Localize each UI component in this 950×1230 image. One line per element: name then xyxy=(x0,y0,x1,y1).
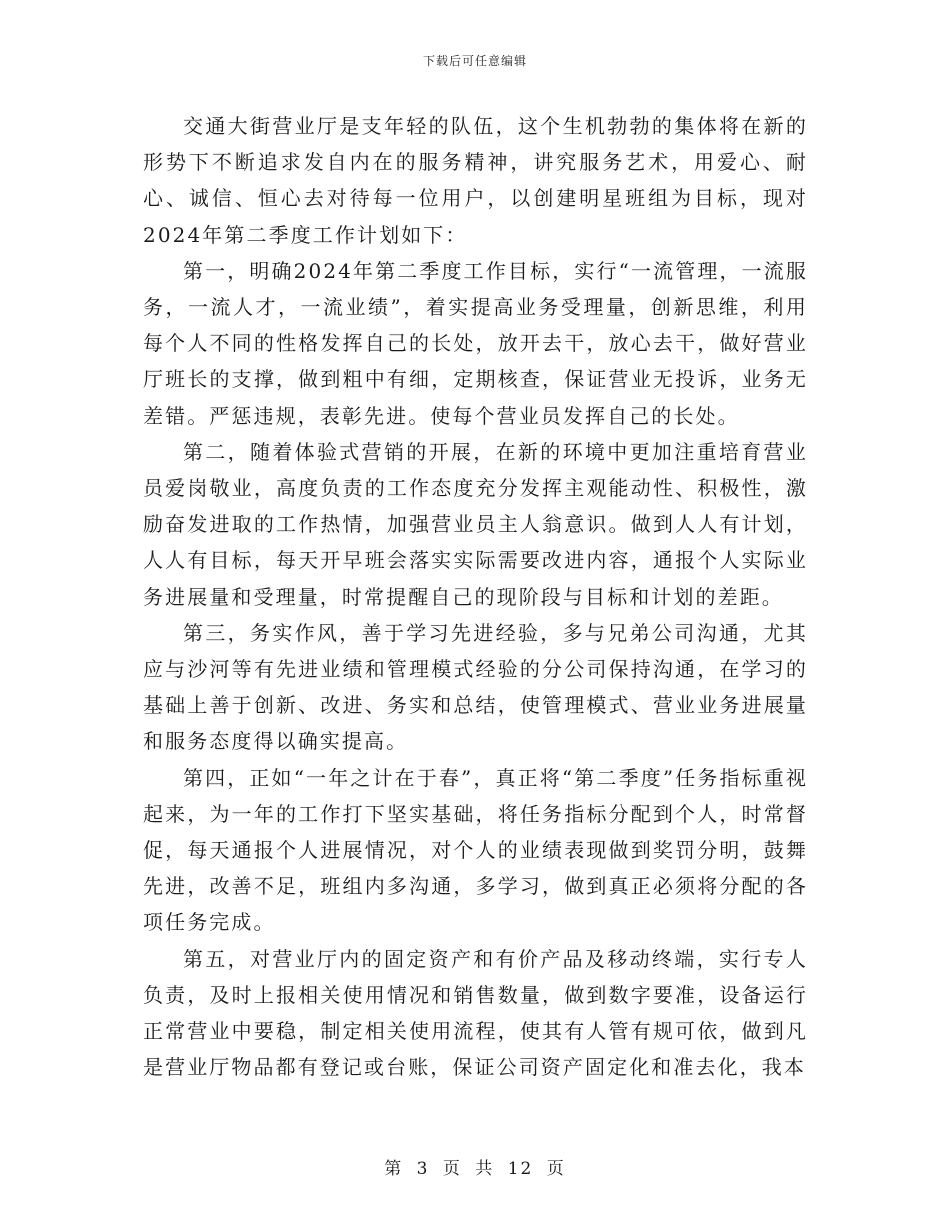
paragraph-second: 第二，随着体验式营销的开展，在新的环境中更加注重培育营业员爱岗敬业，高度负责的工作态度充分发挥主观能动性、积极性，激励奋发进取的工作热情，加强营业员主人翁意识。做到人人有计划，人人有目标，每天开早班会落实实际需要改进内容，通报个人实际业务进展量和受理量，时常提醒自己的现阶段与目标和计划的差距。 xyxy=(143,439,808,609)
paragraph-fifth: 第五，对营业厅内的固定资产和有价产品及移动终端，实行专人负责，及时上报相关使用情况和销售数量，做到数字要准，设备运行正常营业中要稳，制定相关使用流程，使其有人管有规可依，做到凡是营业厅物品都有登记或台账，保证公司资产固定化和准去化，我本 xyxy=(143,946,808,1080)
paragraph-third: 第三，务实作风，善于学习先进经验，多与兄弟公司沟通，尤其应与沙河等有先进业绩和管理模式经验的分公司保持沟通，在学习的基础上善于创新、改进、务实和总结，使管理模式、营业业务进展量和服务态度得以确实提高。 xyxy=(143,620,808,754)
paragraph-intro: 交通大街营业厅是支年轻的队伍，这个生机勃勃的集体将在新的形势下不断追求发自内在的服务精神，讲究服务艺术，用爱心、耐心、诚信、恒心去对待每一位用户，以创建明星班组为目标，现对2024年第二季度工作计划如下： xyxy=(143,114,808,247)
paragraph-fourth: 第四，正如“一年之计在于春”，真正将“第二季度”任务指标重视起来，为一年的工作打下坚实基础，将任务指标分配到个人，时常督促，每天通报个人进展情况，对个人的业绩表现做到奖罚分明，鼓舞先进，改善不足，班组内多沟通，多学习，做到真正必须将分配的各项任务完成。 xyxy=(143,765,808,935)
header-note: 下载后可任意编辑 xyxy=(422,54,527,68)
paragraph-first: 第一，明确2024年第二季度工作目标，实行“一流管理，一流服务，一流人才，一流业绩”，着实提高业务受理量，创新思维，利用每个人不同的性格发挥自己的长处，放开去干，放心去干，做好营业厅班长的支撑，做到粗中有细，定期核查，保证营业无投诉，业务无差错。严惩违规，表彰先进。使每个营业员发挥自己的长处。 xyxy=(143,258,808,428)
page-footer xyxy=(0,1154,950,1179)
page-number-label: 第 3 页 共 12 页 xyxy=(384,1159,566,1179)
document-body xyxy=(143,108,808,1085)
